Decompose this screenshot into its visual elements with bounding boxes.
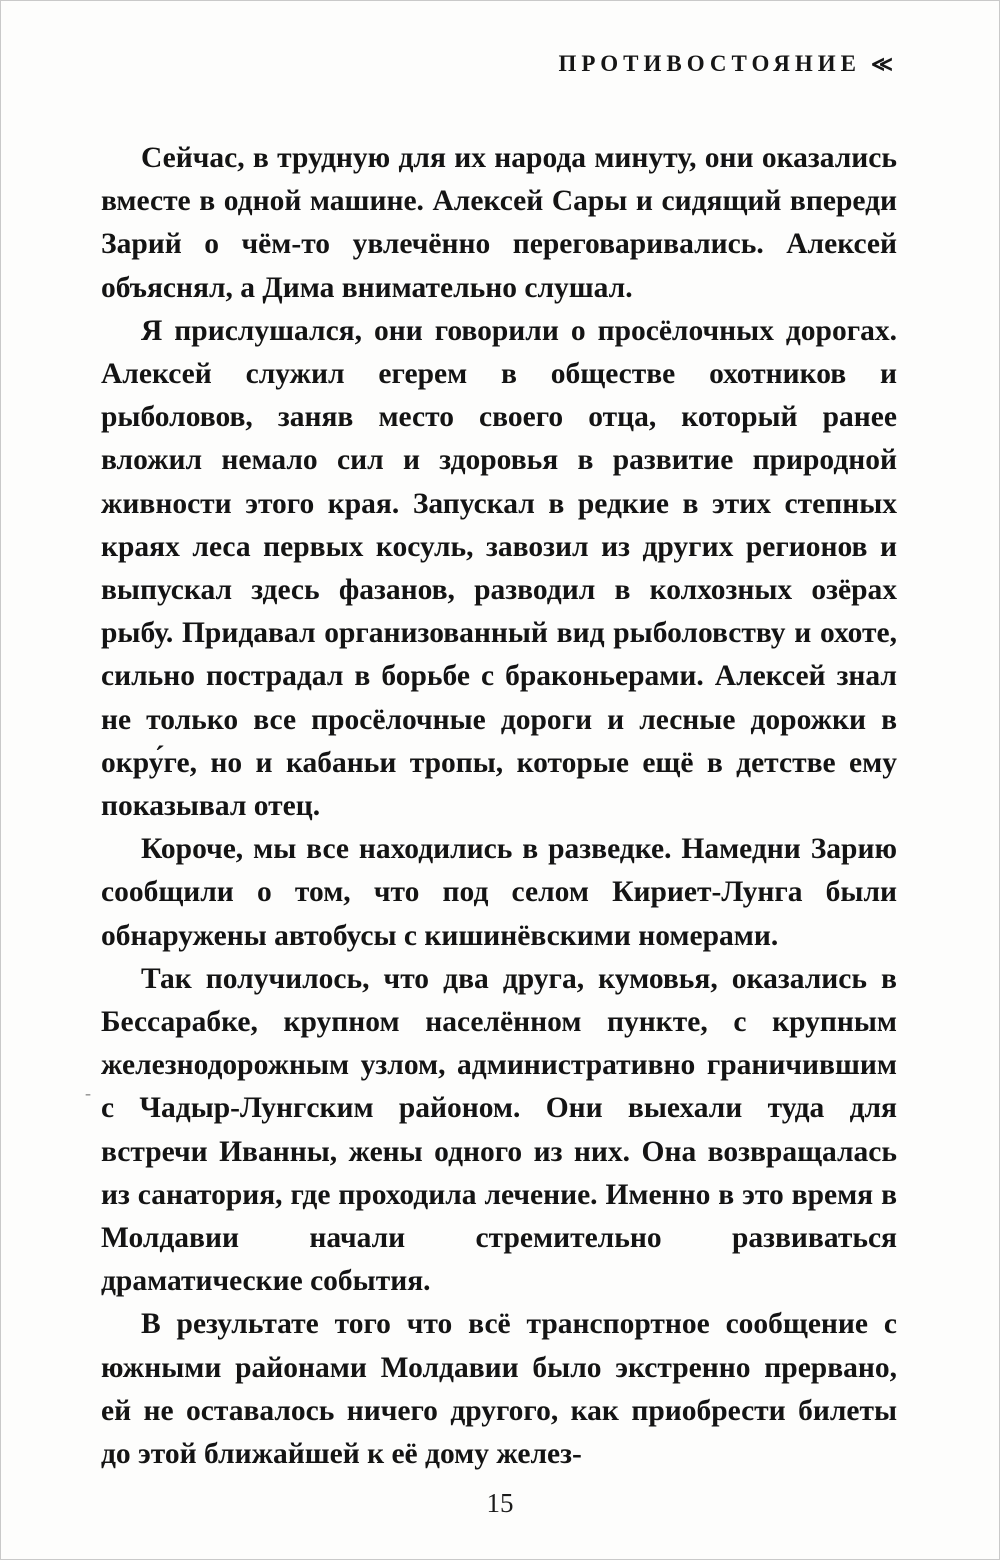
scan-artifact: - <box>85 1083 91 1103</box>
page-number: 15 <box>486 1488 514 1518</box>
paragraph: Так получилось, что два друга, кумовья, оказались в Бессарабке, крупном населённом пункте, с крупным железнодорожным узлом, административно граничившим с Чадыр-Лунгским районом. Они выехали туда для встречи Иванны, жены одного из них. Она возвращалась из санатория, где проходила лечение. Именно в это время в Молдавии начали стремительно развиваться драматические события. <box>101 962 897 1298</box>
paragraph: Короче, мы все находились в разведке. Намедни Зарию сообщили о том, что под селом Кириет-Лунга были обнаружены автобусы с кишинёвскими номерами. <box>101 833 897 952</box>
double-angle-icon: ≪ <box>871 52 893 76</box>
running-header-title: ПРОТИВОСТОЯНИЕ <box>558 51 862 76</box>
page-body-text <box>101 137 897 1476</box>
running-header <box>558 51 893 77</box>
paragraph: В результате того что всё транспортное сообщение с южными районами Молдавии было экстренно прервано, ей не оставалось ничего другого, как приобрести билеты до этой ближайшей к её дому желез- <box>101 1308 897 1471</box>
paragraph: Сейчас, в трудную для их народа минуту, они оказались вместе в одной машине. Алексей Сары и сидящий впереди Зарий о чём-то увлечённо переговаривались. Алексей объяснял, а Дима внимательно слушал. <box>101 142 897 304</box>
paragraph: Я прислушался, они говорили о просёлочных дорогах. Алексей служил егерем в обществе охотников и рыболовов, заняв место своего отца, который ранее вложил немало сил и здоровья в развитие природной живности этого края. Запускал в редкие в этих степных краях леса первых косуль, завозил из других регионов и выпускал здесь фазанов, разводил в колхозных озёрах рыбу. Придавал организованный вид рыболовству и охоте, сильно пострадал в борьбе с браконьерами. Алексей знал не только все просёлочные дороги и лесные дорожки в окру́ге, но и кабаньи тропы, которые ещё в детстве ему показывал отец. <box>101 314 897 823</box>
